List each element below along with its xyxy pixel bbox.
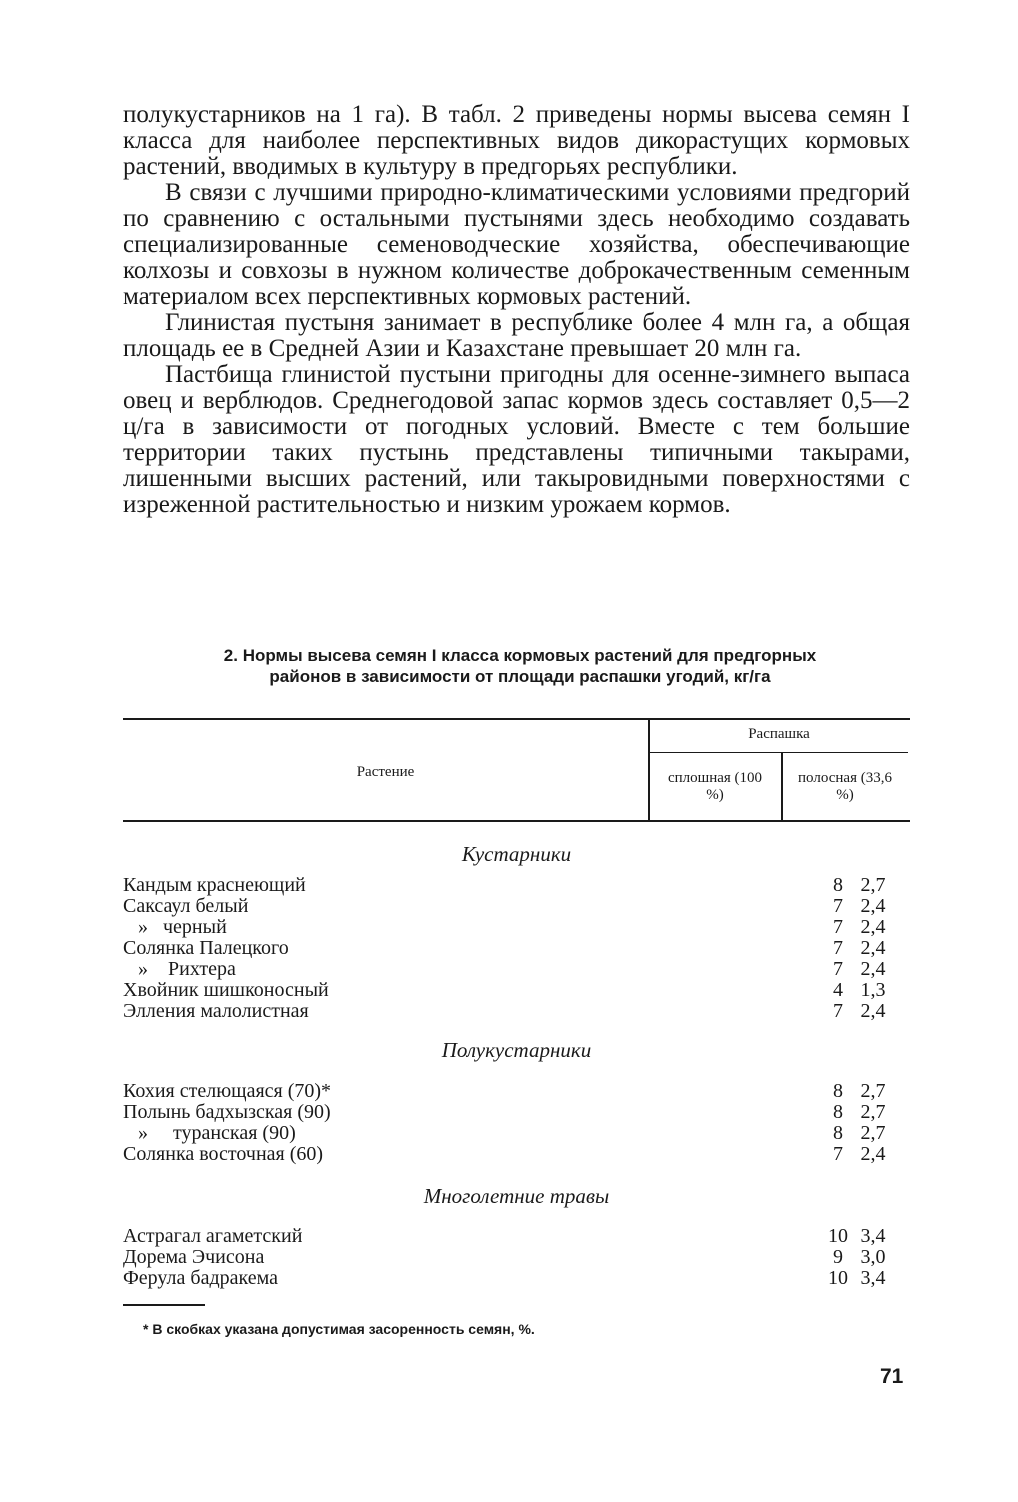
full-value: 10 xyxy=(828,1225,848,1247)
table-row xyxy=(123,1102,910,1123)
full-value: 8 xyxy=(833,874,843,896)
header-group: Распашка xyxy=(748,726,810,742)
table-row xyxy=(123,1001,910,1022)
header-plant: Растение xyxy=(356,764,415,780)
full-value: 8 xyxy=(833,1080,843,1102)
paragraph: Глинистая пустыня занимает в республике более 4 млн га, а общая площадь ее в Средней Азии и Казахстане превышает 20 млн га. xyxy=(123,309,910,362)
section-heading: Полукустарники xyxy=(441,1038,592,1062)
table-top-rule xyxy=(123,718,910,720)
table-row xyxy=(123,1226,910,1247)
body-text xyxy=(123,102,910,518)
full-value: 7 xyxy=(833,937,843,959)
table-row xyxy=(123,959,910,980)
strip-value: 2,7 xyxy=(860,1122,886,1144)
full-value: 8 xyxy=(833,1122,843,1144)
plant-name: Кохия стелющаяся (70)* xyxy=(123,1080,332,1102)
plant-name: Элления малолистная xyxy=(123,1000,309,1022)
header-col-full: сплошная (100 %) xyxy=(667,770,763,803)
section-heading: Кустарники xyxy=(461,842,572,866)
table-title: 2. Нормы высева семян I класса кормовых растений для предгорных районов в зависимости от площади распашки угодий, кг/га xyxy=(223,646,817,686)
plant-name: Хвойник шишконосный xyxy=(123,979,329,1001)
strip-value: 1,3 xyxy=(860,979,886,1001)
strip-value: 2,4 xyxy=(860,937,886,959)
plant-name: » черный xyxy=(123,916,227,938)
table-row xyxy=(123,1247,910,1268)
full-value: 10 xyxy=(828,1267,848,1289)
column-divider xyxy=(781,753,783,820)
table-row xyxy=(123,917,910,938)
plant-name: Кандым краснеющий xyxy=(123,874,306,896)
strip-value: 2,4 xyxy=(860,1143,886,1165)
table-row xyxy=(123,875,910,896)
header-col-strip: полосная (33,6 %) xyxy=(798,770,892,803)
section-heading: Многолетние травы xyxy=(423,1184,610,1208)
table-row xyxy=(123,1123,910,1144)
table-row xyxy=(123,980,910,1001)
paragraph: В связи с лучшими природно-климатическими условиями предгорий по сравнению с остальными пустынями здесь необходимо создавать специализированные семеноводческие хозяйства, обеспечивающие колхозы и совхозы в нужном количестве доброкачественным семенным материалом всех перспективных кормовых растений. xyxy=(123,179,910,310)
strip-value: 2,7 xyxy=(860,874,886,896)
plant-name: » туранская (90) xyxy=(123,1122,296,1144)
full-value: 8 xyxy=(833,1101,843,1123)
strip-value: 2,7 xyxy=(860,1101,886,1123)
plant-name: Дорема Эчисона xyxy=(123,1246,265,1268)
plant-name: Астрагал агаметский xyxy=(123,1225,303,1247)
plant-name: Солянка восточная (60) xyxy=(123,1143,324,1165)
table-row xyxy=(123,1081,910,1102)
paragraph: Пастбища глинистой пустыни пригодны для осенне-зимнего выпаса овец и верблюдов. Среднегодовой запас кормов здесь составляет 0,5—2 ц/га в зависимости от погодных условий. Вместе с тем большие территории таких пустынь представлены типичными такырами, лишенными высших растений, или такыровидными поверхностями с изреженной растительностью и низким урожаем кормов. xyxy=(123,361,910,518)
paragraph: полукустарников на 1 га). В табл. 2 приведены нормы высева семян I класса для наиболее перспективных видов дикорастущих кормовых растений, вводимых в культуру в предгорьях республики. xyxy=(123,101,910,180)
strip-value: 3,4 xyxy=(860,1225,886,1247)
strip-value: 3,0 xyxy=(860,1246,886,1268)
full-value: 7 xyxy=(833,1143,843,1165)
strip-value: 2,4 xyxy=(860,1000,886,1022)
table-row xyxy=(123,938,910,959)
table-row xyxy=(123,1268,910,1289)
group-header-rule xyxy=(650,752,908,753)
table-row xyxy=(123,896,910,917)
full-value: 7 xyxy=(833,958,843,980)
page-number: 71 xyxy=(880,1365,904,1388)
plant-name: » Рихтера xyxy=(123,958,236,980)
strip-value: 3,4 xyxy=(860,1267,886,1289)
footnote-rule xyxy=(123,1304,205,1306)
full-value: 7 xyxy=(833,1000,843,1022)
table-row xyxy=(123,1144,910,1165)
strip-value: 2,4 xyxy=(860,916,886,938)
strip-value: 2,4 xyxy=(860,895,886,917)
strip-value: 2,4 xyxy=(860,958,886,980)
full-value: 7 xyxy=(833,916,843,938)
plant-name: Солянка Палецкого xyxy=(123,937,289,959)
plant-name: Полынь бадхызская (90) xyxy=(123,1101,331,1123)
full-value: 7 xyxy=(833,895,843,917)
full-value: 4 xyxy=(833,979,843,1001)
table-header-rule xyxy=(123,820,910,822)
plant-name: Саксаул белый xyxy=(123,895,249,917)
footnote: * В скобках указана допустимая засоренность семян, %. xyxy=(143,1321,535,1337)
full-value: 9 xyxy=(833,1246,843,1268)
strip-value: 2,7 xyxy=(860,1080,886,1102)
plant-name: Ферула бадракема xyxy=(123,1267,278,1289)
